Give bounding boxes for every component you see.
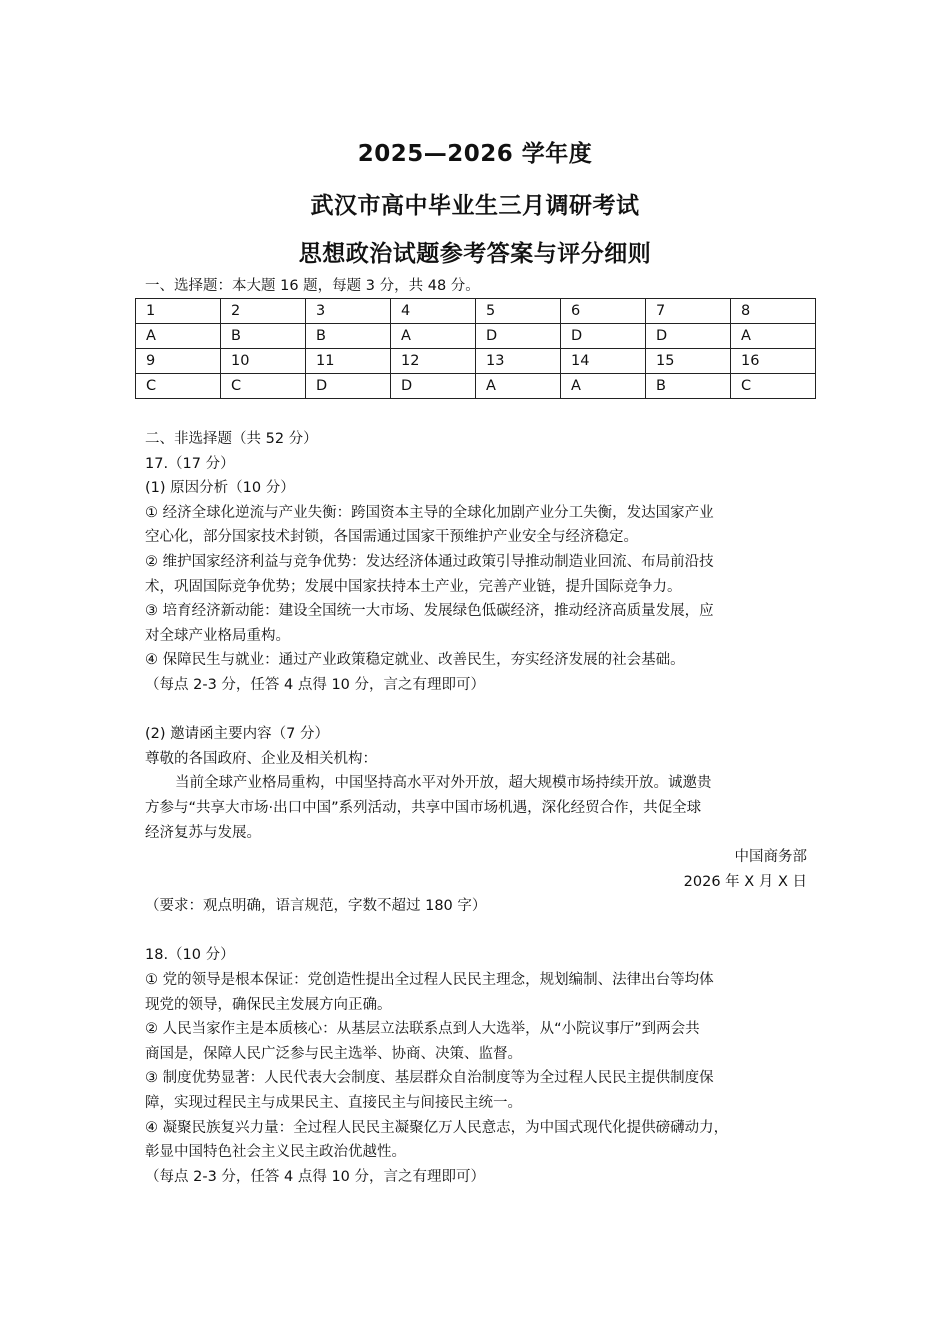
- answer-cell: A: [731, 324, 816, 349]
- answer-cell: C: [136, 374, 221, 399]
- q17-part1-line: ③ 培育经济新动能：建设全国统一大市场、发展绿色低碳经济，推动经济高质量发展，应: [145, 603, 714, 620]
- question-number-row: [136, 349, 816, 374]
- answer-cell: A: [391, 324, 476, 349]
- letter-body-line: 方参与“共享大市场·出口中国”系列活动，共享中国市场机遇，深化经贸合作，共促全球: [145, 799, 702, 816]
- letter-salutation: 尊敬的各国政府、企业及相关机构：: [145, 750, 377, 767]
- answer-cell: B: [646, 374, 731, 399]
- academic-year-title: 2025—2026 学年度: [357, 141, 593, 167]
- answer-cell: D: [561, 324, 646, 349]
- q18-title: 18.（10 分）: [145, 947, 235, 964]
- q17-part1-line: 空心化，部分国家技术封锁，各国需通过国家干预维护产业安全与经济稳定。: [145, 529, 638, 546]
- answer-key-title: 思想政治试题参考答案与评分细则: [298, 241, 652, 267]
- answer-cell: A: [136, 324, 221, 349]
- answer-cell: C: [731, 374, 816, 399]
- question-number-cell: 8: [731, 299, 816, 324]
- question-number-cell: 7: [646, 299, 731, 324]
- question-number-cell: 2: [221, 299, 306, 324]
- question-number-cell: 13: [476, 349, 561, 374]
- question-number-cell: 15: [646, 349, 731, 374]
- answer-cell: B: [221, 324, 306, 349]
- question-number-cell: 4: [391, 299, 476, 324]
- q18-line: 商国是，保障人民广泛参与民主选举、协商、决策、监督。: [145, 1045, 522, 1062]
- letter-signer: 中国商务部: [734, 849, 807, 866]
- letter-requirement: （要求：观点明确，语言规范，字数不超过 180 字）: [145, 898, 487, 915]
- answer-table: [135, 298, 816, 399]
- question-number-row: [136, 299, 816, 324]
- question-number-cell: 6: [561, 299, 646, 324]
- q17-title: 17.（17 分）: [145, 455, 235, 472]
- section1-heading: 一、选择题：本大题 16 题，每题 3 分，共 48 分。: [145, 278, 480, 294]
- q17-part1-lines: [145, 501, 817, 698]
- q17-part1-line: 术，巩固国际竞争优势；发展中国家扶持本土产业，完善产业链，提升国际竞争力。: [145, 578, 682, 595]
- q18-line: 现党的领导，确保民主发展方向正确。: [145, 996, 392, 1013]
- q18-line: 彰显中国特色社会主义民主政治优越性。: [145, 1144, 406, 1161]
- q17-part1-line: ① 经济全球化逆流与产业失衡：跨国资本主导的全球化加剧产业分工失衡，发达国家产业: [145, 504, 714, 521]
- question-number-cell: 3: [306, 299, 391, 324]
- q17-part1-line: 对全球产业格局重构。: [145, 627, 290, 644]
- question-number-cell: 1: [136, 299, 221, 324]
- question-number-cell: 10: [221, 349, 306, 374]
- q17-part1-title: (1) 原因分析（10 分）: [145, 480, 295, 497]
- q18-line: ① 党的领导是根本保证：党创造性提出全过程人民民主理念，规划编制、法律出台等均体: [145, 972, 714, 989]
- q17-part1-line: ④ 保障民生与就业：通过产业政策稳定就业、改善民生，夯实经济发展的社会基础。: [145, 652, 685, 669]
- q17-part1-scoring: （每点 2-3 分，任答 4 点得 10 分，言之有理即可）: [145, 676, 486, 693]
- answer-cell: D: [646, 324, 731, 349]
- q18-line: ③ 制度优势显著：人民代表大会制度、基层群众自治制度等为全过程人民民主提供制度保: [145, 1070, 714, 1087]
- question-number-cell: 16: [731, 349, 816, 374]
- answer-cell: D: [476, 324, 561, 349]
- question-number-cell: 5: [476, 299, 561, 324]
- letter-body-line: 经济复苏与发展。: [145, 824, 261, 841]
- q17-part2-title: (2) 邀请函主要内容（7 分）: [145, 726, 329, 743]
- question-number-cell: 9: [136, 349, 221, 374]
- section2: [145, 427, 817, 1189]
- spacer: [145, 919, 817, 944]
- q18-line: ② 人民当家作主是本质核心：从基层立法联系点到人大选举，从“小院议事厅”到两会共: [145, 1021, 700, 1038]
- q18-line: 障，实现过程民主与成果民主、直接民主与间接民主统一。: [145, 1095, 522, 1112]
- answer-cell: D: [306, 374, 391, 399]
- question-number-cell: 14: [561, 349, 646, 374]
- q18-scoring: （每点 2-3 分，任答 4 点得 10 分，言之有理即可）: [145, 1168, 486, 1185]
- answer-row: [136, 374, 816, 399]
- letter-date: 2026 年 X 月 X 日: [683, 873, 807, 890]
- answer-row: [136, 324, 816, 349]
- question-number-cell: 11: [306, 349, 391, 374]
- question-number-cell: 12: [391, 349, 476, 374]
- q18-lines: [145, 968, 817, 1189]
- exam-title: 武汉市高中毕业生三月调研考试: [310, 193, 640, 219]
- spacer: [145, 698, 817, 723]
- letter-body-line: 当前全球产业格局重构，中国坚持高水平对外开放，超大规模市场持续开放。诚邀贵: [175, 775, 712, 792]
- answer-cell: B: [306, 324, 391, 349]
- answer-cell: A: [561, 374, 646, 399]
- answer-cell: C: [221, 374, 306, 399]
- section1-heading-block: [145, 274, 817, 299]
- q18-line: ④ 凝聚民族复兴力量：全过程人民民主凝聚亿万人民意志，为中国式现代化提供磅礴动力，: [145, 1119, 729, 1136]
- answer-cell: D: [391, 374, 476, 399]
- q17-part1-line: ② 维护国家经济利益与竞争优势：发达经济体通过政策引导推动制造业回流、布局前沿技: [145, 553, 714, 570]
- answer-cell: A: [476, 374, 561, 399]
- section2-heading: 二、非选择题（共 52 分）: [145, 431, 318, 447]
